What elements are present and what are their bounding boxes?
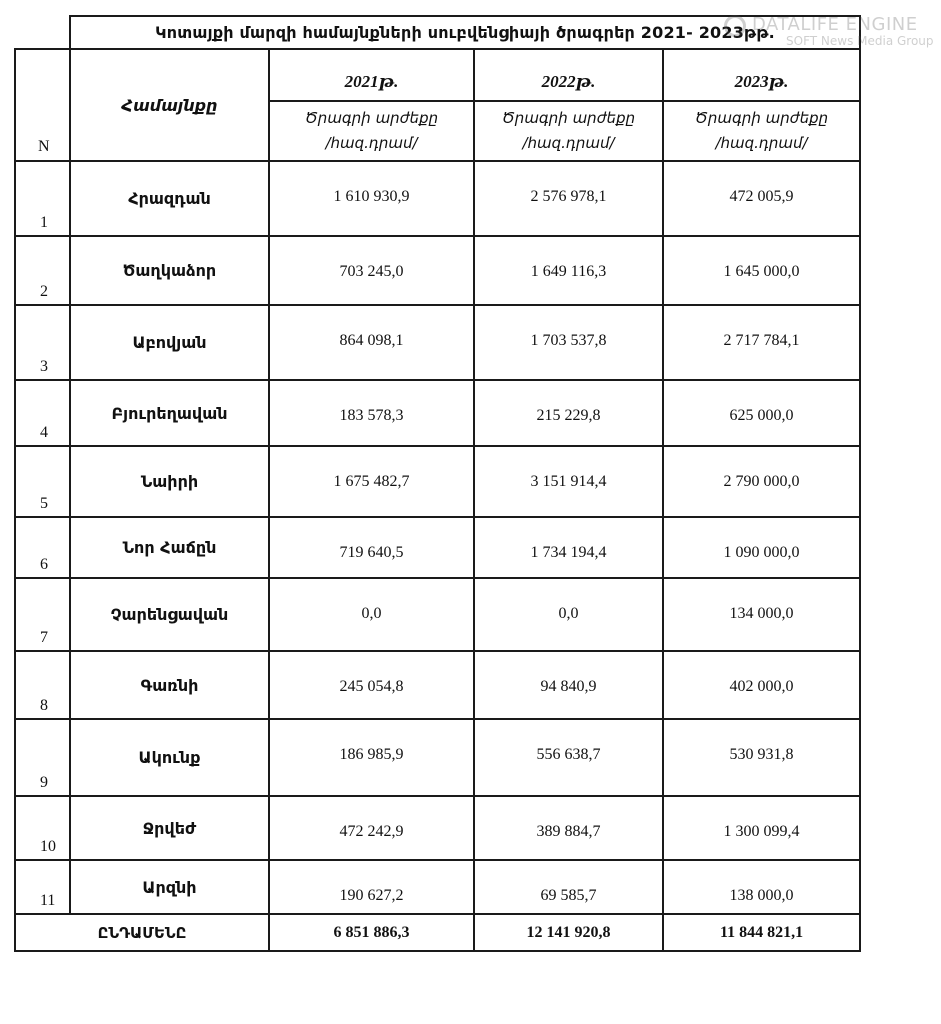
watermark-brand: DATALIFE ENGINE bbox=[752, 14, 918, 35]
row-number: 4 bbox=[15, 380, 70, 446]
value-2023: 138 000,0 bbox=[663, 860, 860, 914]
value-2022: 2 576 978,1 bbox=[474, 161, 663, 236]
value-2022: 3 151 914,4 bbox=[474, 446, 663, 517]
row-number: 9 bbox=[15, 719, 70, 796]
value-2022: 94 840,9 bbox=[474, 651, 663, 719]
header-unit-2023 bbox=[663, 101, 860, 161]
value-2023: 625 000,0 bbox=[663, 380, 860, 446]
value-2022: 1 703 537,8 bbox=[474, 305, 663, 380]
community-name: Ծաղկաձոր bbox=[70, 236, 269, 305]
table-row bbox=[15, 796, 860, 860]
row-number: 5 bbox=[15, 446, 70, 517]
unit-line-1: Ծրագրի արժեքը bbox=[694, 109, 829, 127]
value-2023: 1 300 099,4 bbox=[663, 796, 860, 860]
row-number: 11 bbox=[15, 860, 70, 914]
value-2021: 186 985,9 bbox=[269, 719, 474, 796]
value-2023: 1 645 000,0 bbox=[663, 236, 860, 305]
community-name: Ակունք bbox=[70, 719, 269, 796]
unit-line-1: Ծրագրի արժեքը bbox=[304, 109, 439, 127]
value-2021: 719 640,5 bbox=[269, 517, 474, 578]
total-2022: 12 141 920,8 bbox=[474, 914, 663, 951]
table-row bbox=[15, 446, 860, 517]
row-number: 6 bbox=[15, 517, 70, 578]
title-empty-cell bbox=[15, 16, 70, 49]
header-unit-2021 bbox=[269, 101, 474, 161]
row-number: 10 bbox=[15, 796, 70, 860]
value-2022: 1 649 116,3 bbox=[474, 236, 663, 305]
subvention-table bbox=[14, 15, 861, 952]
header-community: Համայնքը bbox=[70, 49, 269, 161]
row-number: 3 bbox=[15, 305, 70, 380]
value-2021: 245 054,8 bbox=[269, 651, 474, 719]
header-number: N bbox=[15, 49, 70, 161]
value-2021: 183 578,3 bbox=[269, 380, 474, 446]
value-2023: 402 000,0 bbox=[663, 651, 860, 719]
value-2023: 2 717 784,1 bbox=[663, 305, 860, 380]
value-2022: 215 229,8 bbox=[474, 380, 663, 446]
value-2023: 2 790 000,0 bbox=[663, 446, 860, 517]
community-name: Չարենցավան bbox=[70, 578, 269, 651]
watermark-logo-icon bbox=[724, 15, 746, 37]
total-label: ԸՆԴԱՄԵՆԸ bbox=[15, 914, 269, 951]
value-2022: 1 734 194,4 bbox=[474, 517, 663, 578]
table-row bbox=[15, 517, 860, 578]
header-year-2021: 2021թ. bbox=[269, 49, 474, 101]
table-row bbox=[15, 380, 860, 446]
year-header-row bbox=[15, 49, 860, 101]
table-row bbox=[15, 719, 860, 796]
total-2021: 6 851 886,3 bbox=[269, 914, 474, 951]
row-number: 1 bbox=[15, 161, 70, 236]
value-2022: 0,0 bbox=[474, 578, 663, 651]
table-row bbox=[15, 236, 860, 305]
value-2022: 69 585,7 bbox=[474, 860, 663, 914]
community-name: Նաիրի bbox=[70, 446, 269, 517]
community-name: Հրազդան bbox=[70, 161, 269, 236]
value-2022: 389 884,7 bbox=[474, 796, 663, 860]
header-year-2023: 2023թ. bbox=[663, 49, 860, 101]
value-2021: 1 610 930,9 bbox=[269, 161, 474, 236]
value-2023: 1 090 000,0 bbox=[663, 517, 860, 578]
value-2023: 530 931,8 bbox=[663, 719, 860, 796]
total-2023: 11 844 821,1 bbox=[663, 914, 860, 951]
value-2021: 864 098,1 bbox=[269, 305, 474, 380]
value-2021: 190 627,2 bbox=[269, 860, 474, 914]
header-unit-2022 bbox=[474, 101, 663, 161]
total-row bbox=[15, 914, 860, 951]
table-row bbox=[15, 860, 860, 914]
value-2021: 0,0 bbox=[269, 578, 474, 651]
community-name: Ջրվեժ bbox=[70, 796, 269, 860]
table-row bbox=[15, 651, 860, 719]
table-row bbox=[15, 305, 860, 380]
value-2021: 472 242,9 bbox=[269, 796, 474, 860]
value-2021: 703 245,0 bbox=[269, 236, 474, 305]
row-number: 2 bbox=[15, 236, 70, 305]
watermark-sub: SOFT News Media Group bbox=[786, 34, 934, 48]
community-name: Նոր Հաճըն bbox=[70, 517, 269, 578]
unit-line-1: Ծրագրի արժեքը bbox=[501, 109, 636, 127]
table-body bbox=[15, 16, 860, 951]
value-2021: 1 675 482,7 bbox=[269, 446, 474, 517]
value-2023: 134 000,0 bbox=[663, 578, 860, 651]
table-row bbox=[15, 578, 860, 651]
header-year-2022: 2022թ. bbox=[474, 49, 663, 101]
unit-line-2: /հազ.դրամ/ bbox=[325, 134, 418, 152]
unit-line-2: /հազ.դրամ/ bbox=[715, 134, 808, 152]
row-number: 7 bbox=[15, 578, 70, 651]
row-number: 8 bbox=[15, 651, 70, 719]
table-row bbox=[15, 161, 860, 236]
community-name: Արզնի bbox=[70, 860, 269, 914]
table-title: Կոտայքի մարզի համայնքների սուբվենցիայի ծրագրեր 2021- 2023թթ. bbox=[70, 16, 860, 49]
community-name: Աբովյան bbox=[70, 305, 269, 380]
value-2022: 556 638,7 bbox=[474, 719, 663, 796]
unit-line-2: /հազ.դրամ/ bbox=[522, 134, 615, 152]
value-2023: 472 005,9 bbox=[663, 161, 860, 236]
community-name: Բյուրեղավան bbox=[70, 380, 269, 446]
community-name: Գառնի bbox=[70, 651, 269, 719]
watermark bbox=[724, 12, 934, 52]
